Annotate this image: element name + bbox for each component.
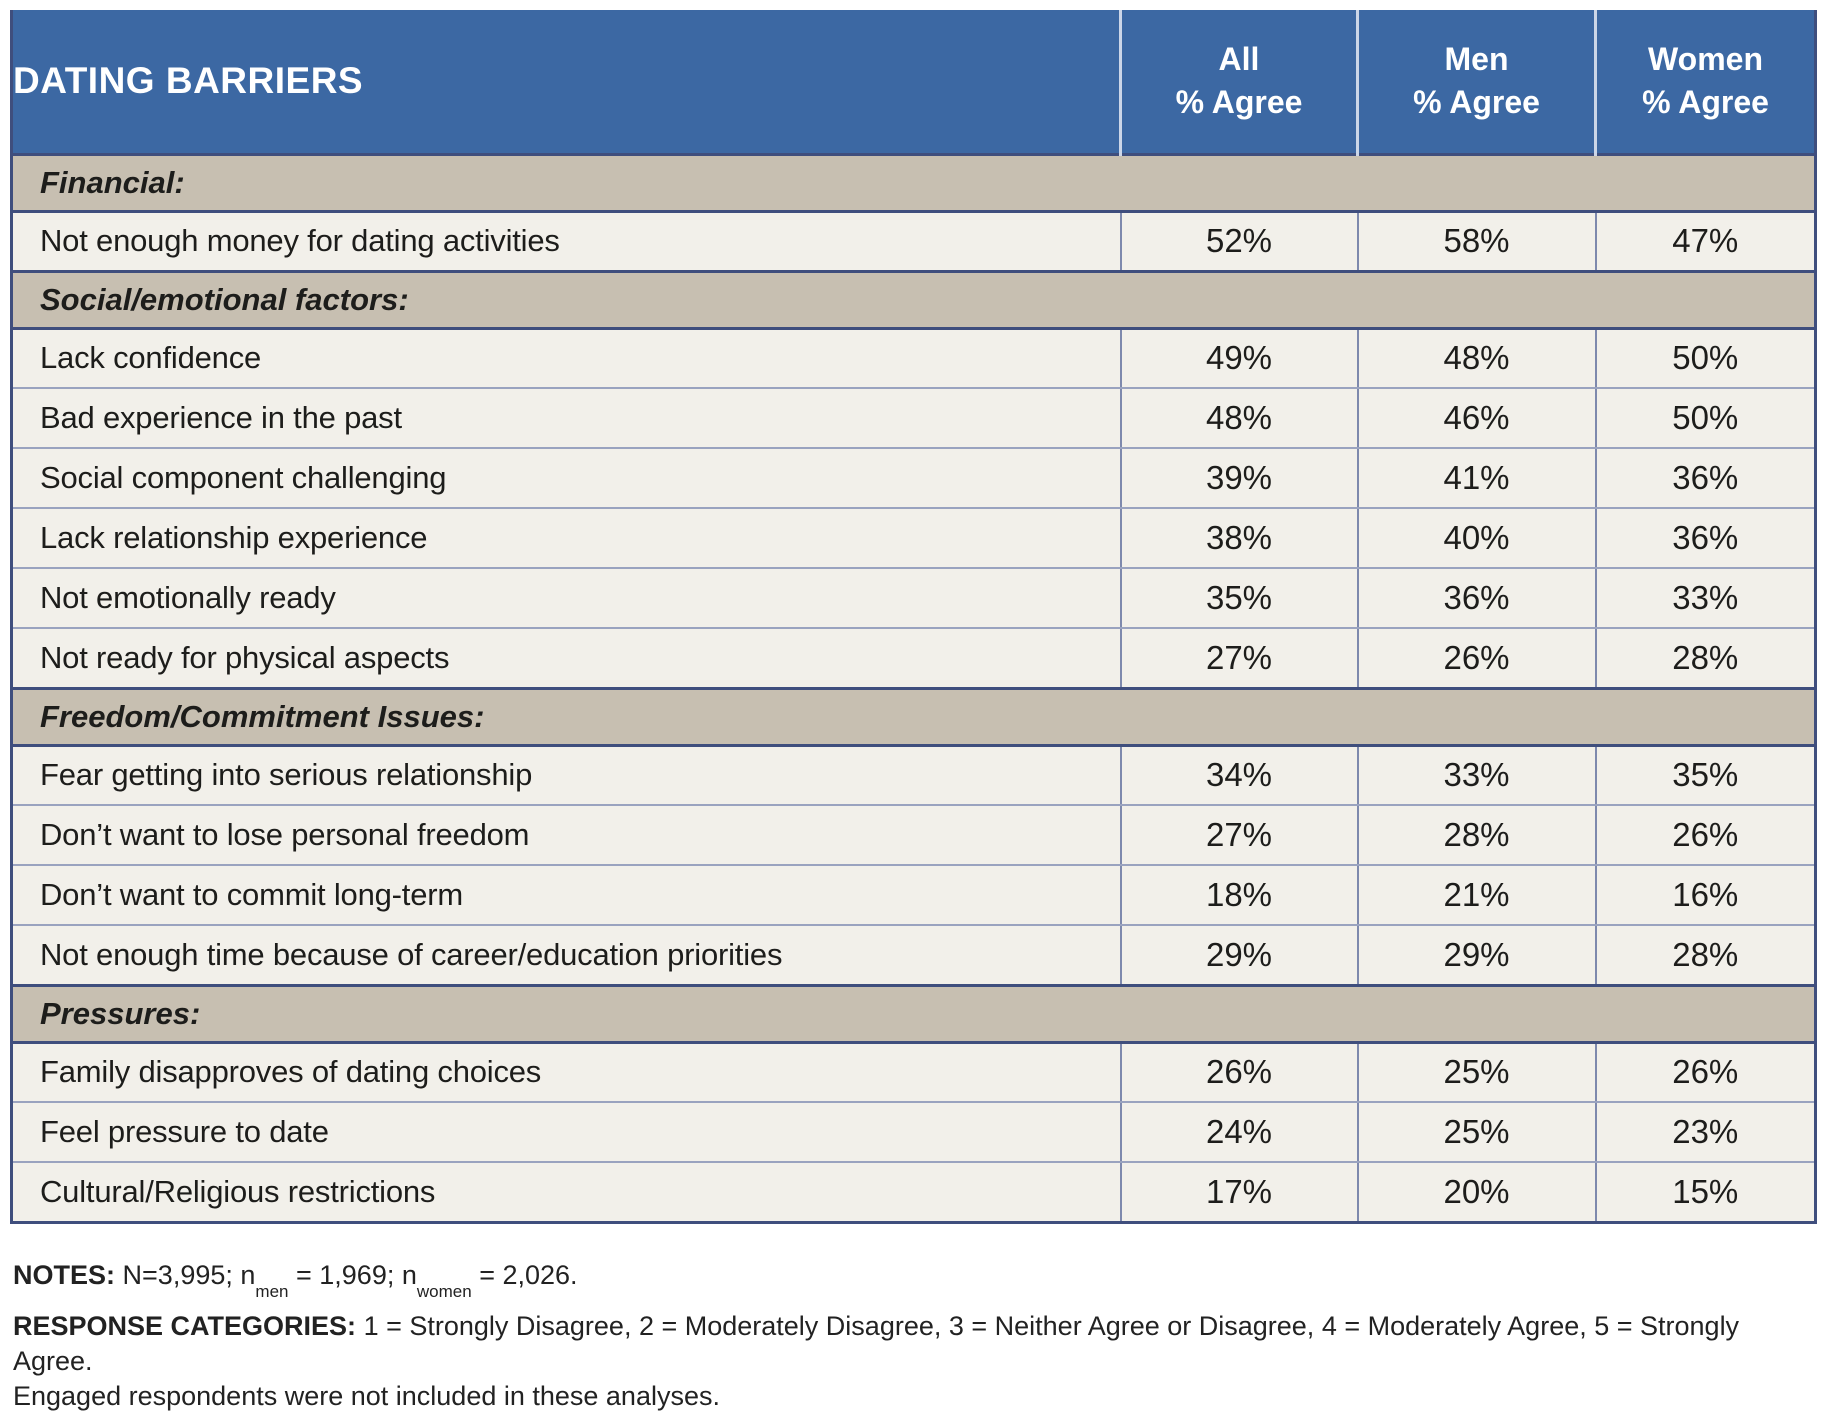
value-women: 50% (1596, 388, 1816, 448)
table-row (12, 1042, 1816, 1102)
notes-n-total: N=3,995; (122, 1260, 233, 1290)
section-header-freedom-commitment: Freedom/Commitment Issues: (12, 688, 1816, 745)
value-men: 33% (1358, 745, 1596, 805)
value-women: 50% (1596, 328, 1816, 388)
notes-n-women: $n_{women} = 2,026$. (401, 1260, 578, 1302)
value-all: 17% (1121, 1162, 1358, 1222)
row-label: Feel pressure to date (12, 1102, 1121, 1162)
table-row (12, 628, 1816, 688)
value-men: 21% (1358, 865, 1596, 925)
value-men: 26% (1358, 628, 1596, 688)
column-header-all-group: All (1218, 41, 1260, 78)
notes-block (13, 1258, 1813, 1414)
header-row (12, 10, 1816, 154)
value-men: 28% (1358, 805, 1596, 865)
value-men: 40% (1358, 508, 1596, 568)
value-women: 26% (1596, 805, 1816, 865)
value-all: 18% (1121, 865, 1358, 925)
value-women: 26% (1596, 1042, 1816, 1102)
value-men: 20% (1358, 1162, 1596, 1222)
value-all: 24% (1121, 1102, 1358, 1162)
column-header-all (1121, 10, 1358, 154)
column-header-men (1358, 10, 1596, 154)
value-women: 28% (1596, 925, 1816, 985)
value-women: 36% (1596, 508, 1816, 568)
row-label: Not ready for physical aspects (12, 628, 1121, 688)
table-title: DATING BARRIERS (12, 10, 1121, 154)
subscript-women: women (416, 1282, 472, 1302)
row-label: Not enough time because of career/education priorities (12, 925, 1121, 985)
column-header-women (1596, 10, 1816, 154)
table-row (12, 448, 1816, 508)
row-label: Cultural/Religious restrictions (12, 1162, 1121, 1222)
column-header-all-measure: % Agree (1175, 84, 1303, 121)
value-all: 52% (1121, 211, 1358, 271)
value-men: 25% (1358, 1102, 1596, 1162)
table-row (12, 805, 1816, 865)
section-row-social-emotional (12, 271, 1816, 328)
column-header-women-measure: % Agree (1642, 84, 1769, 121)
row-label: Bad experience in the past (12, 388, 1121, 448)
value-men: 25% (1358, 1042, 1596, 1102)
table-row (12, 925, 1816, 985)
value-men: 29% (1358, 925, 1596, 985)
notes-n-men: $n_{men} = 1,969$; (240, 1260, 395, 1302)
table-row (12, 388, 1816, 448)
row-label: Fear getting into serious relationship (12, 745, 1121, 805)
value-women: 33% (1596, 568, 1816, 628)
table-row (12, 211, 1816, 271)
section-row-freedom-commitment (12, 688, 1816, 745)
section-header-social-emotional: Social/emotional factors: (12, 271, 1816, 328)
value-all: 27% (1121, 628, 1358, 688)
value-all: 39% (1121, 448, 1358, 508)
table-row (12, 865, 1816, 925)
subscript-men: men (255, 1282, 289, 1302)
value-men: 58% (1358, 211, 1596, 271)
table-row (12, 1102, 1816, 1162)
row-label: Not enough money for dating activities (12, 211, 1121, 271)
section-row-pressures (12, 985, 1816, 1042)
value-men: 36% (1358, 568, 1596, 628)
table-row (12, 745, 1816, 805)
value-all: 38% (1121, 508, 1358, 568)
notes-response-categories (13, 1309, 1813, 1414)
row-label: Lack relationship experience (12, 508, 1121, 568)
value-men: 41% (1358, 448, 1596, 508)
value-all: 48% (1121, 388, 1358, 448)
row-label: Lack confidence (12, 328, 1121, 388)
table-row (12, 1162, 1816, 1222)
section-header-financial: Financial: (12, 154, 1816, 211)
value-women: 47% (1596, 211, 1816, 271)
response-categories-label: RESPONSE CATEGORIES: (13, 1311, 357, 1342)
row-label: Social component challenging (12, 448, 1121, 508)
value-women: 36% (1596, 448, 1816, 508)
table-row (12, 508, 1816, 568)
row-label: Don’t want to commit long-term (12, 865, 1121, 925)
notes-label: NOTES: (13, 1260, 116, 1290)
row-label: Don’t want to lose personal freedom (12, 805, 1121, 865)
value-men: 46% (1358, 388, 1596, 448)
value-all: 27% (1121, 805, 1358, 865)
section-row-financial (12, 154, 1816, 211)
value-women: 23% (1596, 1102, 1816, 1162)
column-header-women-group: Women (1648, 41, 1763, 78)
value-all: 35% (1121, 568, 1358, 628)
row-label: Family disapproves of dating choices (12, 1042, 1121, 1102)
value-women: 28% (1596, 628, 1816, 688)
value-all: 49% (1121, 328, 1358, 388)
value-women: 35% (1596, 745, 1816, 805)
dating-barriers-table (10, 10, 1817, 1224)
section-header-pressures: Pressures: (12, 985, 1816, 1042)
column-header-men-measure: % Agree (1413, 84, 1540, 121)
response-categories-text: 1 = Strongly Disagree, 2 = Moderately Disagree, 3 = Neither Agree or Disagree, 4 = Moderately Agree, 5 = Strongly Agree. (13, 1311, 1740, 1377)
value-women: 15% (1596, 1162, 1816, 1222)
engaged-respondents-text: Engaged respondents were not included in these analyses. (13, 1381, 720, 1412)
value-all: 26% (1121, 1042, 1358, 1102)
value-all: 29% (1121, 925, 1358, 985)
table-row (12, 328, 1816, 388)
notes-sample-sizes (13, 1258, 1813, 1302)
column-header-men-group: Men (1444, 41, 1509, 78)
value-women: 16% (1596, 865, 1816, 925)
value-all: 34% (1121, 745, 1358, 805)
table-row (12, 568, 1816, 628)
value-men: 48% (1358, 328, 1596, 388)
row-label: Not emotionally ready (12, 568, 1121, 628)
